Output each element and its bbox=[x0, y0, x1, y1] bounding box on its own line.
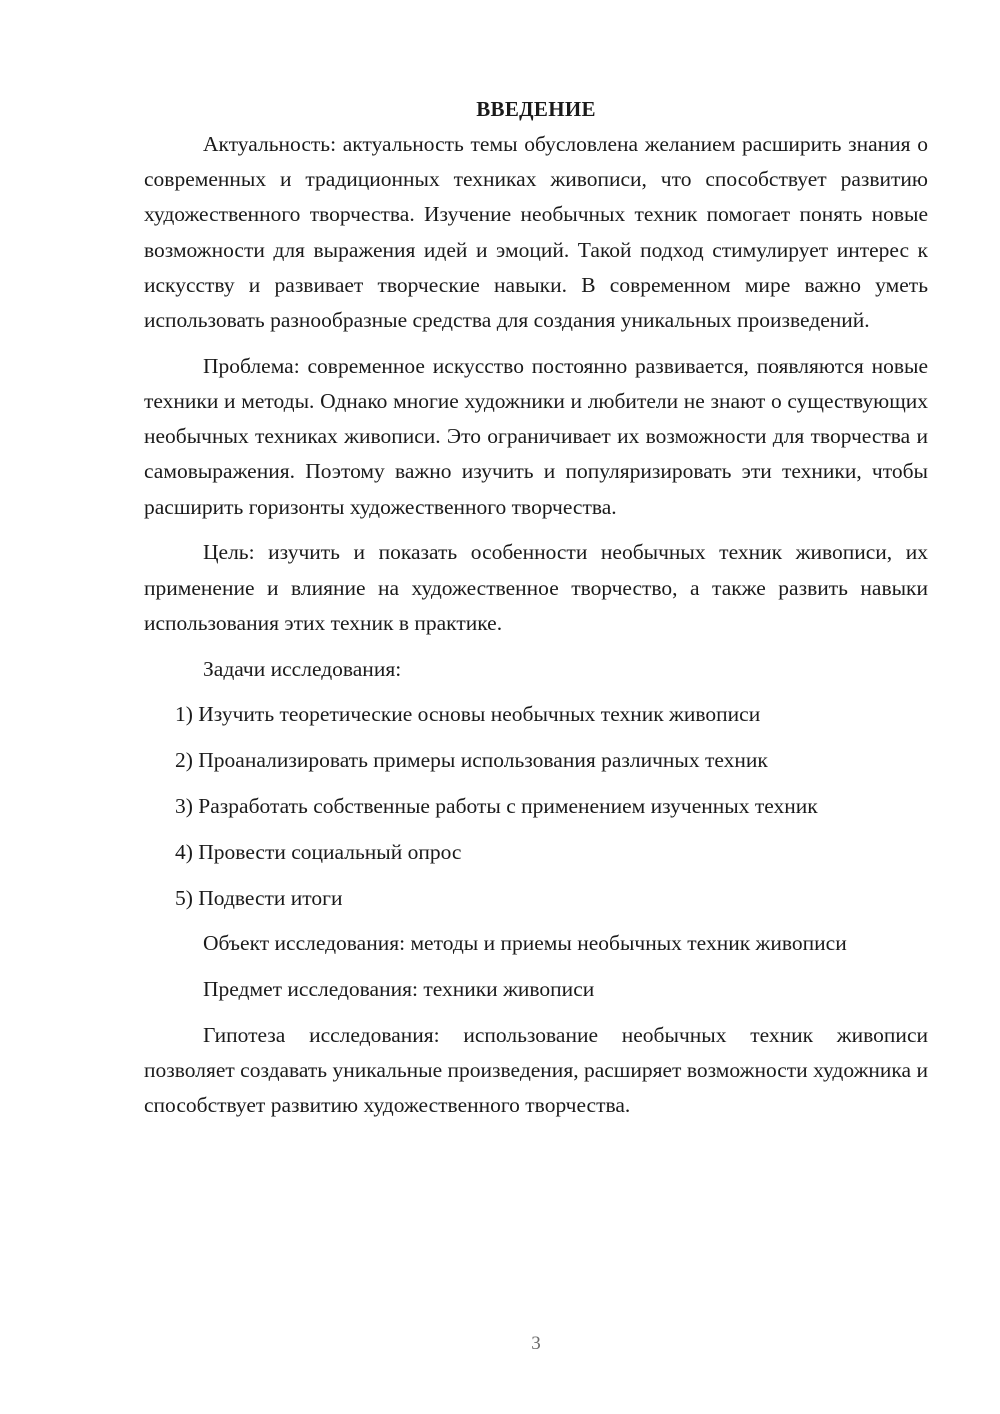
subject-paragraph: Предмет исследования: техники живописи bbox=[203, 977, 595, 1002]
task-item-5: 5) Подвести итоги bbox=[175, 885, 343, 910]
page-number: 3 bbox=[531, 1333, 541, 1354]
tasks-list bbox=[144, 697, 928, 915]
hypothesis-paragraph: Гипотеза исследования: использование необычных техник живописи позволяет создавать уникальные произведения, расширяет возможности художника и способствует развитию художественного творчества. bbox=[144, 1023, 928, 1118]
page-content bbox=[144, 92, 928, 1134]
problem-paragraph: Проблема: современное искусство постоянно развивается, появляются новые техники и методы. Однако многие художники и любители не знают о существующих необычных техниках живописи. Это ограничивает их возможности для творчества и самовыражения. Поэтому важно изучить и популяризировать эти техники, чтобы расширить горизонты художественного творчества. bbox=[144, 353, 928, 519]
relevance-paragraph: Актуальность: актуальность темы обусловлена желанием расширить знания о современных и традиционных техниках живописи, что способствует развитию художественного творчества. Изучение необычных техник помогает понять новые возможности для выражения идей и эмоций. Такой подход стимулирует интерес к искусству и развивает творческие навыки. В современном мире важно уметь использовать разнообразные средства для создания уникальных произведений. bbox=[144, 132, 928, 333]
section-heading: ВВЕДЕНИЕ bbox=[476, 97, 596, 121]
goal-paragraph: Цель: изучить и показать особенности необычных техник живописи, их применение и влияние на художественное творчество, а также развить навыки использования этих техник в практике. bbox=[144, 540, 928, 635]
object-paragraph: Объект исследования: методы и приемы необычных техник живописи bbox=[203, 931, 847, 956]
tasks-title: Задачи исследования: bbox=[203, 656, 402, 681]
task-item-3: 3) Разработать собственные работы с применением изученных техник bbox=[175, 794, 818, 819]
task-item-2: 2) Проанализировать примеры использования различных техник bbox=[175, 748, 768, 773]
task-item-1: 1) Изучить теоретические основы необычных техник живописи bbox=[175, 702, 761, 727]
task-item-4: 4) Провести социальный опрос bbox=[175, 839, 462, 864]
